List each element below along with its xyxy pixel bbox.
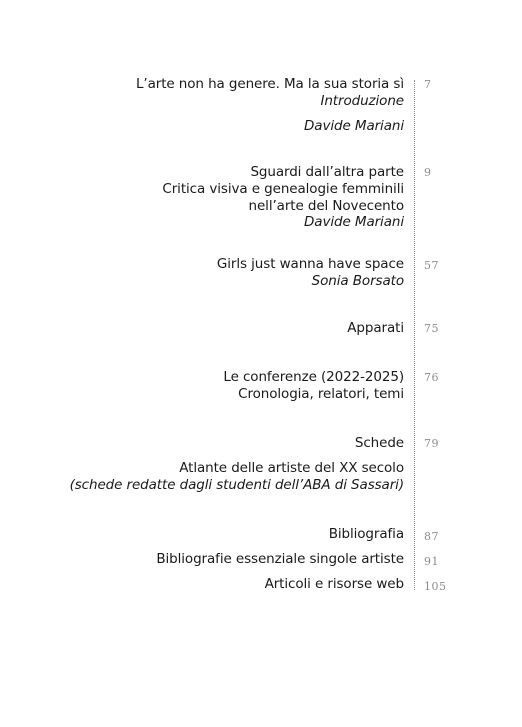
toc-entry-title[interactable]: Sguardi dall’altra parte [250,164,404,180]
toc-entry-author: Davide Mariani [304,214,404,230]
toc-section-title[interactable]: Bibliografia [328,526,404,542]
toc-entry-title[interactable]: Le conferenze (2022-2025) [223,369,404,385]
toc-section-title[interactable]: Schede [354,435,404,451]
toc-page-number: 57 [424,259,439,272]
toc-page-number: 79 [424,437,439,450]
toc-entry-title[interactable]: L’arte non ha genere. Ma la sua storia sì [135,76,404,92]
dotted-divider [414,80,415,590]
toc-entry-title[interactable]: Girls just wanna have space [216,256,404,272]
toc-entry-author: Davide Mariani [304,118,404,134]
toc-entry-subtitle: nell’arte del Novecento [248,198,404,214]
toc-page-number: 9 [424,166,432,179]
toc-entry-note: (schede redatte dagli studenti dell’ABA di Sassari) [69,477,404,493]
toc-page-number: 76 [424,371,439,384]
toc-entry-title[interactable]: Atlante delle artiste del XX secolo [179,460,404,476]
toc-entry-subtitle: Critica visiva e genealogie femminili [162,181,404,197]
toc-page-number: 91 [424,555,439,568]
toc-page-number: 7 [424,78,432,91]
toc-entry-title[interactable]: Articoli e risorse web [264,576,404,592]
toc-page-number: 87 [424,530,439,543]
toc-section-title[interactable]: Apparati [347,320,404,336]
toc-entry-author: Sonia Borsato [311,273,404,289]
toc-page-number: 75 [424,322,439,335]
toc-page-number: 105 [424,580,447,593]
toc-entry-subtitle: Cronologia, relatori, temi [238,386,404,402]
toc-entry-title[interactable]: Bibliografie essenziale singole artiste [156,551,404,567]
toc-entry-subtitle: Introduzione [320,93,404,109]
